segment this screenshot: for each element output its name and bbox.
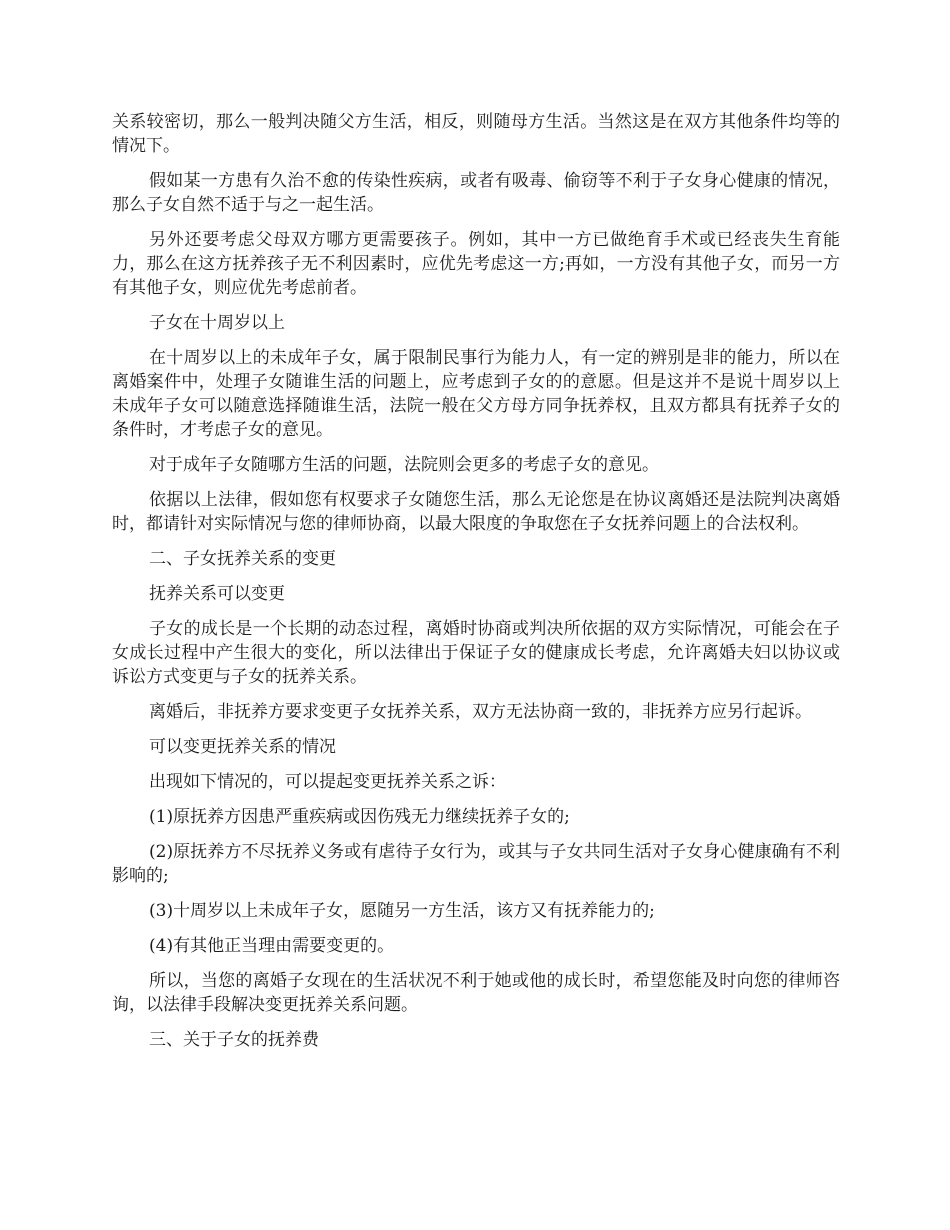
list-item-4: (4)有其他正当理由需要变更的。 [149,936,395,956]
paragraph-continuation: 关系较密切，那么一般判决随父方生活，相反，则随母方生活。当然这是在双方其他条件均等的情况下。 [112,112,840,156]
paragraph-over-ten: 在十周岁以上的未成年子女，属于限制民事行为能力人，有一定的辨别是非的能力，所以在离婚案件中，处理子女随谁生活的问题上，应考虑到子女的的意愿。但是这并不是说十周岁以上未成年子女可以随意选择随谁生活，法院一般在父方母方同争抚养权，且双方都具有抚养子女的条件时，才考虑子女的意见。 [112,348,840,440]
paragraph-legal-advice: 依据以上法律，假如您有权要求子女随您生活，那么无论您是在协议离婚还是法院判决离婚时，都请针对实际情况与您的律师协商，以最大限度的争取您在子女抚养问题上的合法权利。 [112,490,840,534]
paragraph-adult-children: 对于成年子女随哪方生活的问题，法院则会更多的考虑子女的意见。 [149,455,659,475]
list-item-1: (1)原抚养方因患严重疾病或因伤残无力继续抚养子女的; [149,807,570,827]
subheading-over-ten: 子女在十周岁以上 [149,313,285,333]
section-heading-2: 二、子女抚养关系的变更 [149,549,336,569]
subheading-changeable: 抚养关系可以变更 [149,584,285,604]
subheading-change-conditions: 可以变更抚养关系的情况 [149,737,336,757]
paragraph-after-divorce: 离婚后，非抚养方要求变更子女抚养关系，双方无法协商一致的，非抚养方应另行起诉。 [149,702,812,722]
paragraph-conditions-intro: 出现如下情况的，可以提起变更抚养关系之诉： [149,772,506,792]
list-item-2: (2)原抚养方不尽抚养义务或有虐待子女行为，或其与子女共同生活对子女身心健康确有不利影响的; [112,842,840,886]
list-item-3: (3)十周岁以上未成年子女，愿随另一方生活，该方又有抚养能力的; [149,901,655,921]
paragraph-conclusion: 所以，当您的离婚子女现在的生活状况不利于她或他的成长时，希望您能及时向您的律师咨询，以法律手段解决变更抚养关系问题。 [112,971,840,1015]
paragraph-need-child: 另外还要考虑父母双方哪方更需要孩子。例如，其中一方已做绝育手术或已经丧失生育能力，那么在这方抚养孩子无不利因素时，应优先考虑这一方;再如，一方没有其他子女，而另一方有其他子女，则应优先考虑前者。 [112,230,840,298]
document-page [112,110,840,1063]
section-heading-3: 三、关于子女的抚养费 [149,1030,319,1050]
paragraph-illness: 假如某一方患有久治不愈的传染性疾病，或者有吸毒、偷窃等不利于子女身心健康的情况，那么子女自然不适于与之一起生活。 [112,171,840,215]
paragraph-dynamic-process: 子女的成长是一个长期的动态过程，离婚时协商或判决所依据的双方实际情况，可能会在子女成长过程中产生很大的变化，所以法律出于保证子女的健康成长考虑，允许离婚夫妇以协议或诉讼方式变更与子女的抚养关系。 [112,619,840,687]
